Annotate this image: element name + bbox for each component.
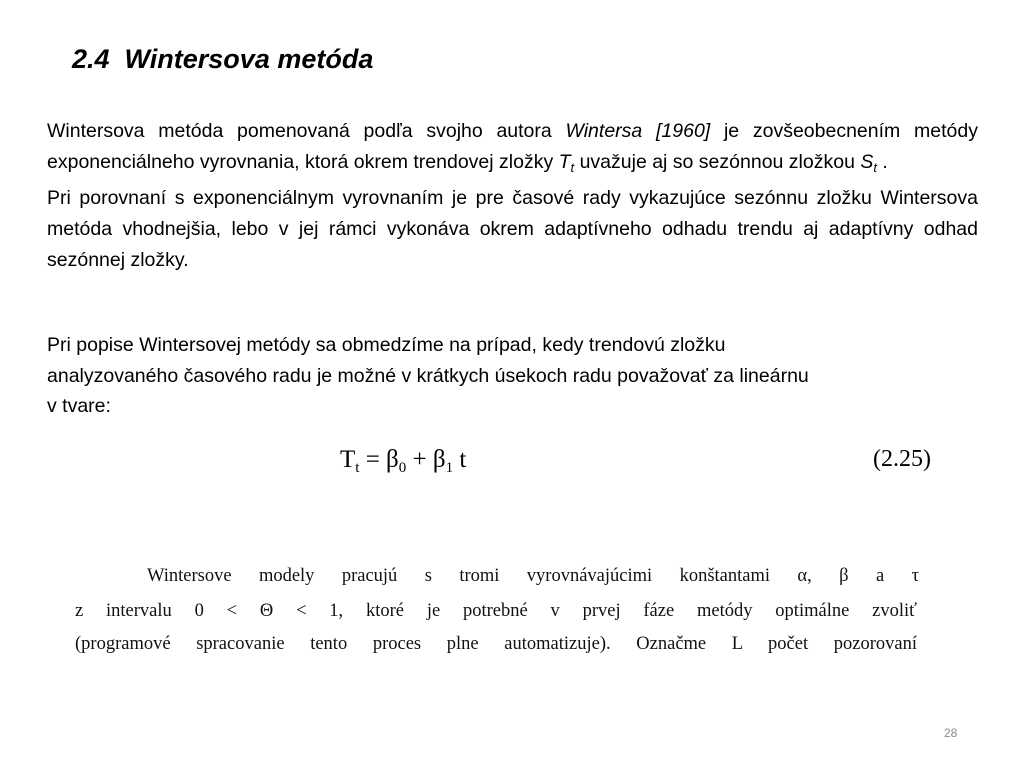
seasonal-subscript: t (873, 159, 877, 175)
formula-b0-sub: 0 (398, 460, 407, 476)
formula-b1-sub: 1 (445, 460, 454, 476)
scanned-line-1: Wintersove modely pracujú s tromi vyrovnávajúcimi konštantami α, β a τ (147, 566, 919, 586)
citation: Wintersa [1960] (565, 120, 711, 142)
intro-text-a: Wintersova metóda pomenovaná podľa svojho autora (47, 120, 566, 142)
trend-symbol: T (558, 150, 571, 173)
formula-plus: + β (406, 446, 446, 473)
paragraph-comparison: Pri porovnaní s exponenciálnym vyrovnaním je pre časové rady vykazujúce sezónnu zložku Wintersova metóda vhodnejšia, lebo v jej rámci vykonáva okrem adaptívneho odhadu trendu aj adaptívny odhad sezónnej zložky. (47, 187, 978, 271)
formula-lhs-sub: t (355, 460, 360, 476)
formula (340, 446, 466, 477)
trend-line-1: Pri popise Wintersovej metódy sa obmedzíme na prípad, kedy trendovú zložku (47, 334, 726, 356)
formula-eq: = β (359, 446, 399, 473)
trend-line-3: v tvare: (47, 395, 111, 418)
paragraph-trend (47, 330, 978, 422)
trend-line-2: analyzovaného časového radu je možné v krátkych úsekoch radu považovať za lineárnu (47, 364, 809, 387)
slide-title: 2.4 Wintersova metóda (72, 44, 374, 74)
scanned-line-2: z intervalu 0 < Θ < 1, ktoré je potrebné v prvej fáze metódy optimálne zvoliť (75, 601, 917, 621)
scanned-line-3: (programové spracovanie tento proces plne automatizuje). Označme L počet pozorovaní (75, 634, 917, 654)
trend-subscript: t (570, 159, 575, 175)
equation-number: (2.25) (873, 446, 931, 472)
formula-t: t (453, 446, 467, 473)
seasonal-symbol: S (860, 150, 874, 173)
intro-text-b: je zovšeobecnením metódy exponenciálneho vyrovnania, ktorá okrem trendovej zložky (47, 120, 978, 173)
intro-text-d: . (876, 150, 888, 173)
paragraph-intro (47, 116, 978, 276)
formula-lhs: T (340, 446, 356, 473)
intro-text-c: uvažuje aj so sezónnou zložkou (574, 150, 861, 173)
page-number: 28 (944, 726, 958, 740)
